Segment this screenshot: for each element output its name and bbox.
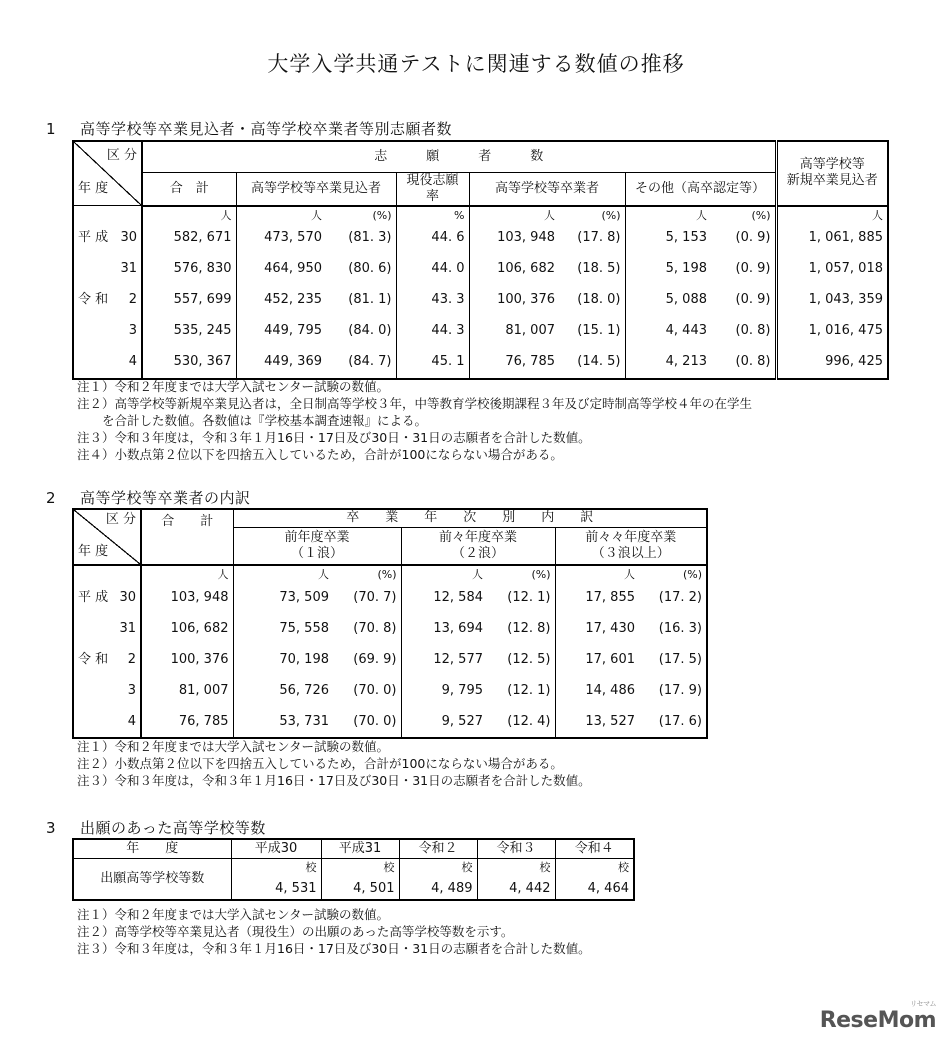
col-first-retake-header: 前年度卒業 （１浪） (233, 527, 401, 565)
second-retake-value: 12, 584 (401, 582, 487, 613)
first-retake-value: 75, 558 (233, 613, 333, 644)
schools-value: 4, 489 (431, 880, 473, 896)
expected-pct: (84. 7) (348, 354, 392, 369)
expected-value: 452, 235 (236, 285, 326, 316)
third-retake-value: 17, 430 (555, 613, 639, 644)
unit-person: 人 (625, 206, 711, 223)
col-total-header: 合 計 (142, 172, 236, 206)
rate-value: 44. 3 (396, 316, 469, 347)
second-retake-pct: (12. 8) (507, 620, 551, 636)
third-retake-value: 14, 486 (555, 675, 639, 706)
section-3-notes: 注１）令和２年度までは大学入試センター試験の数値。 注２）高等学校等卒業見込者（現役生）の出願のあった高等学校等数を示す。 注３）令和３年度は，令和３年１月16日・17日及び30日・31日の志願者を合計した数値。 (77, 907, 591, 956)
table-row (73, 613, 707, 644)
expected-value: 449, 369 (236, 347, 326, 379)
year-label: 3 (127, 682, 136, 698)
other-pct: (0. 9) (735, 261, 771, 276)
new-graduates-value: 996, 425 (776, 347, 888, 379)
col-other-header: その他（高卒認定等） (625, 172, 776, 206)
other-value: 5, 088 (625, 285, 711, 316)
first-retake-value: 53, 731 (233, 706, 333, 738)
section-3-heading: 出願のあった高等学校等数 (80, 819, 266, 837)
unit-rate: % (396, 206, 469, 223)
third-retake-value: 17, 601 (555, 644, 639, 675)
applicants-table (72, 140, 889, 380)
unit-person: 人 (233, 565, 333, 582)
col-graduates-header: 高等学校等卒業者 (469, 172, 625, 206)
era-label: 令 和 (78, 651, 109, 667)
third-retake-pct: (17. 5) (658, 651, 702, 667)
table-row (73, 706, 707, 738)
new-graduates-header: 高等学校等 新規卒業見込者 (776, 141, 888, 206)
total-value: 557, 699 (142, 285, 236, 316)
other-value: 5, 153 (625, 223, 711, 254)
unit-person: 人 (142, 206, 236, 223)
applicants-group-header: 志 願 者 数 (142, 141, 776, 172)
year-header: 年 度 (73, 839, 231, 858)
col-total-header: 合 計 (141, 509, 233, 565)
table-row (73, 254, 888, 285)
graduates-value: 76, 785 (469, 347, 559, 379)
third-retake-pct: (17. 2) (658, 589, 702, 605)
total-value: 582, 671 (142, 223, 236, 254)
other-value: 5, 198 (625, 254, 711, 285)
col-second-retake-header: 前々年度卒業 （２浪） (401, 527, 555, 565)
expected-value: 449, 795 (236, 316, 326, 347)
unit-percent: (%) (601, 208, 621, 222)
expected-value: 473, 570 (236, 223, 326, 254)
expected-value: 464, 950 (236, 254, 326, 285)
col-third-retake-header: 前々々年度卒業 （３浪以上） (555, 527, 707, 565)
era-label: 平 成 (78, 589, 109, 605)
expected-pct: (81. 3) (348, 230, 392, 245)
section-2-heading: 高等学校等卒業者の内訳 (80, 489, 251, 507)
era-label: 平 成 (78, 230, 109, 245)
section-1-heading: 高等学校等卒業見込者・高等学校卒業者等別志願者数 (80, 120, 453, 138)
unit-person: 人 (401, 565, 487, 582)
total-value: 576, 830 (142, 254, 236, 285)
unit-school: 校 (383, 860, 395, 874)
unit-school: 校 (461, 860, 473, 874)
rate-value: 44. 6 (396, 223, 469, 254)
total-value: 103, 948 (141, 582, 233, 613)
unit-percent: (%) (751, 208, 771, 222)
unit-person: 人 (776, 206, 888, 223)
total-value: 535, 245 (142, 316, 236, 347)
year-label: 30 (120, 230, 137, 245)
year-label: 31 (120, 261, 137, 276)
third-retake-pct: (17. 6) (658, 713, 702, 729)
other-pct: (0. 9) (735, 230, 771, 245)
graduates-breakdown-table (72, 508, 708, 739)
year-reiwa3: 令和３ (477, 839, 555, 858)
year-heisei31: 平成31 (321, 839, 399, 858)
table-row (73, 675, 707, 706)
year-label: 2 (128, 292, 137, 307)
corner-year-label: 年 度 (78, 544, 109, 559)
first-retake-value: 70, 198 (233, 644, 333, 675)
other-pct: (0. 9) (735, 292, 771, 307)
corner-category-label: 区 分 (106, 148, 137, 163)
schools-value: 4, 464 (587, 880, 629, 896)
rate-value: 44. 0 (396, 254, 469, 285)
second-retake-pct: (12. 1) (507, 589, 551, 605)
total-value: 81, 007 (141, 675, 233, 706)
corner-year-label: 年 度 (78, 181, 109, 196)
graduates-pct: (15. 1) (577, 323, 621, 338)
other-pct: (0. 8) (735, 354, 771, 369)
schools-table (72, 838, 635, 901)
section-1-notes: 注１）令和２年度までは大学入試センター試験の数値。 注２）高等学校等新規卒業見込者は，全日制高等学校３年，中等教育学校後期課程３年及び定時制高等学校４年の在学生 を合計した数値。各数値は『学校基本調査速報』による。 注３）令和３年度は，令和３年１月16日・17日及び30日・31日の志願者を合計した数値。 注４）小数点第２位以下を四捨五入しているため，合計が100にならない場合がある。 (77, 379, 753, 462)
second-retake-value: 13, 694 (401, 613, 487, 644)
graduates-value: 81, 007 (469, 316, 559, 347)
year-label: 4 (127, 713, 136, 729)
schools-row-label: 出願高等学校等数 (100, 870, 205, 886)
unit-school: 校 (305, 860, 317, 874)
resemom-logo (819, 1000, 936, 1033)
table-row (73, 316, 888, 347)
other-pct: (0. 8) (735, 323, 771, 338)
schools-value: 4, 531 (275, 880, 317, 896)
graduates-pct: (18. 0) (577, 292, 621, 307)
expected-pct: (84. 0) (348, 323, 392, 338)
new-graduates-value: 1, 016, 475 (776, 316, 888, 347)
corner-cell (73, 141, 142, 206)
breakdown-group-header: 卒 業 年 次 別 内 訳 (233, 509, 707, 527)
second-retake-pct: (12. 5) (507, 651, 551, 667)
second-retake-value: 9, 527 (401, 706, 487, 738)
total-value: 106, 682 (141, 613, 233, 644)
logo-text: ReseMom (819, 1008, 936, 1033)
corner-category-label: 区 分 (105, 512, 136, 527)
unit-school: 校 (618, 860, 629, 874)
first-retake-pct: (70. 7) (353, 589, 397, 605)
graduates-value: 103, 948 (469, 223, 559, 254)
second-retake-pct: (12. 4) (507, 713, 551, 729)
logo-subtext: リセマム (910, 1000, 936, 1008)
graduates-pct: (17. 8) (577, 230, 621, 245)
unit-person: 人 (236, 206, 326, 223)
unit-percent: (%) (531, 568, 551, 581)
unit-person: 人 (141, 565, 233, 582)
new-graduates-value: 1, 057, 018 (776, 254, 888, 285)
section-1-title (46, 118, 452, 139)
first-retake-pct: (70. 0) (353, 682, 397, 698)
first-retake-pct: (69. 9) (353, 651, 397, 667)
schools-value: 4, 442 (509, 880, 551, 896)
expected-pct: (81. 1) (348, 292, 392, 307)
document-title: 大学入学共通テストに関連する数値の推移 (267, 52, 685, 76)
first-retake-pct: (70. 8) (353, 620, 397, 636)
unit-person: 人 (469, 206, 559, 223)
table-row (73, 644, 707, 675)
schools-value: 4, 501 (353, 880, 395, 896)
rate-value: 43. 3 (396, 285, 469, 316)
unit-percent: (%) (372, 208, 392, 222)
third-retake-pct: (17. 9) (658, 682, 702, 698)
rate-value: 45. 1 (396, 347, 469, 379)
table-row (73, 285, 888, 316)
section-1-number: 1 (46, 120, 57, 138)
year-reiwa2: 令和２ (399, 839, 477, 858)
total-value: 100, 376 (141, 644, 233, 675)
table-row (73, 582, 707, 613)
section-3-title (46, 817, 266, 838)
section-2-title (46, 487, 251, 508)
table-row (73, 347, 888, 379)
section-3-number: 3 (46, 819, 57, 837)
section-2-number: 2 (46, 489, 57, 507)
third-retake-value: 17, 855 (555, 582, 639, 613)
year-heisei30: 平成30 (231, 839, 321, 858)
col-rate-header: 現役志願率 (396, 172, 469, 206)
first-retake-pct: (70. 0) (353, 713, 397, 729)
unit-row (73, 565, 707, 582)
graduates-value: 106, 682 (469, 254, 559, 285)
unit-school: 校 (539, 860, 551, 874)
year-label: 4 (128, 354, 137, 369)
other-value: 4, 443 (625, 316, 711, 347)
table-row (73, 223, 888, 254)
third-retake-value: 13, 527 (555, 706, 639, 738)
era-label: 令 和 (78, 292, 109, 307)
col-expected-graduates-header: 高等学校等卒業見込者 (236, 172, 396, 206)
year-label: 2 (127, 651, 136, 667)
third-retake-pct: (16. 3) (658, 620, 702, 636)
unit-row (73, 206, 888, 223)
unit-person: 人 (555, 565, 639, 582)
first-retake-value: 73, 509 (233, 582, 333, 613)
year-label: 30 (119, 589, 136, 605)
total-value: 530, 367 (142, 347, 236, 379)
second-retake-value: 12, 577 (401, 644, 487, 675)
graduates-pct: (18. 5) (577, 261, 621, 276)
unit-percent: (%) (377, 568, 397, 581)
new-graduates-value: 1, 061, 885 (776, 223, 888, 254)
first-retake-value: 56, 726 (233, 675, 333, 706)
year-label: 31 (119, 620, 136, 636)
second-retake-pct: (12. 1) (507, 682, 551, 698)
year-reiwa4: 令和４ (555, 839, 634, 858)
corner-cell (73, 509, 141, 565)
graduates-pct: (14. 5) (577, 354, 621, 369)
year-label: 3 (128, 323, 137, 338)
second-retake-value: 9, 795 (401, 675, 487, 706)
other-value: 4, 213 (625, 347, 711, 379)
new-graduates-value: 1, 043, 359 (776, 285, 888, 316)
graduates-value: 100, 376 (469, 285, 559, 316)
unit-percent: (%) (682, 568, 702, 581)
expected-pct: (80. 6) (348, 261, 392, 276)
total-value: 76, 785 (141, 706, 233, 738)
section-2-notes: 注１）令和２年度までは大学入試センター試験の数値。 注２）小数点第２位以下を四捨五入しているため，合計が100にならない場合がある。 注３）令和３年度は，令和３年１月16日・17日及び30日・31日の志願者を合計した数値。 (77, 739, 591, 788)
